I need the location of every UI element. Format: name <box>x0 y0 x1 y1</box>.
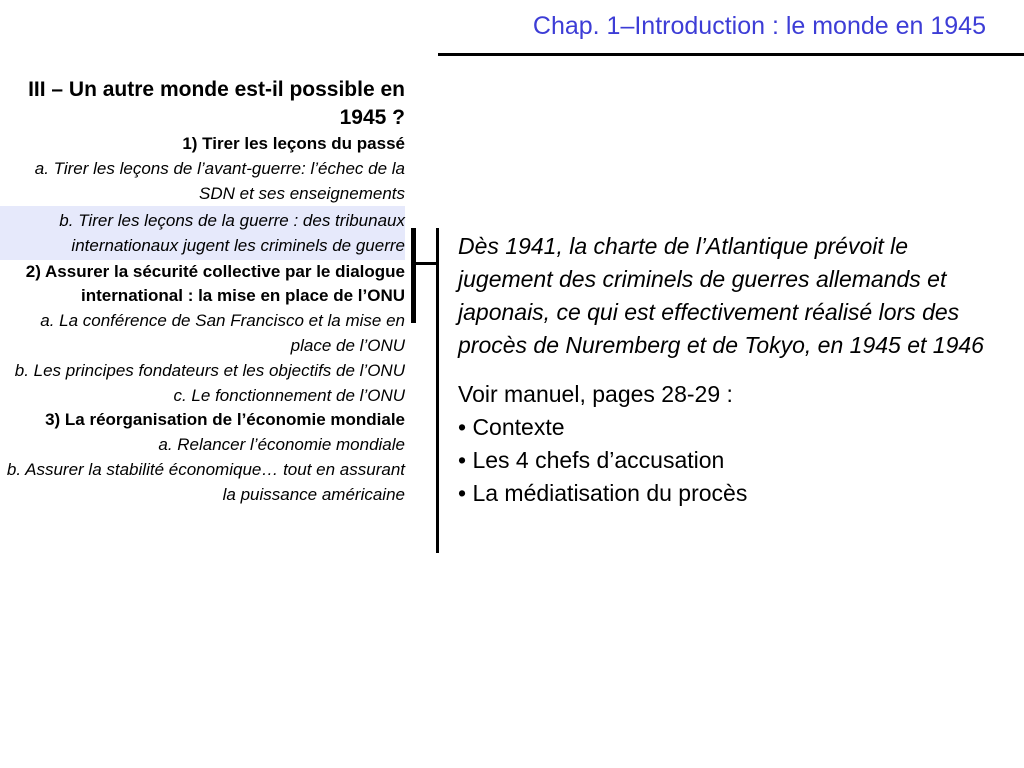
outline-part-3b: b. Assurer la stabilité économique… tout en assurant la puissance américaine <box>6 460 405 504</box>
reference-item: • Contexte <box>458 414 565 440</box>
content-panel <box>458 230 998 510</box>
manual-reference: Voir manuel, pages 28-29 : <box>458 381 733 407</box>
content-paragraph: Dès 1941, la charte de l’Atlantique prévoit le jugement des criminels de guerres allemands et japonais, ce qui est effectivement réalisé lors des procès de Nuremberg et de Tokyo, en 1945 et 1946 <box>458 233 984 358</box>
outline-section-3: III – Un autre monde est-il possible en 1945 ? <box>28 78 405 129</box>
outline-part-1: 1) Tirer les leçons du passé <box>182 134 405 153</box>
content-divider <box>436 228 439 553</box>
reference-list <box>458 411 998 510</box>
outline-part-3: 3) La réorganisation de l’économie mondiale <box>45 410 405 429</box>
outline-part-2a: a. La conférence de San Francisco et la mise en place de l’ONU <box>40 311 405 355</box>
outline-part-2b: b. Les principes fondateurs et les objectifs de l’ONU <box>14 361 405 380</box>
outline-part-1b-current: b. Tirer les leçons de la guerre : des tribunaux internationaux jugent les criminels de guerre <box>0 206 405 260</box>
title-underline <box>438 53 1024 56</box>
reference-item: • La médiatisation du procès <box>458 480 748 506</box>
outline-part-3a: a. Relancer l’économie mondiale <box>158 435 405 454</box>
outline-part-1a: a. Tirer les leçons de l’avant-guerre: l’échec de la SDN et ses enseignements <box>34 159 405 203</box>
slide-title: Chap. 1–Introduction : le monde en 1945 <box>532 12 986 40</box>
bracket-connector <box>416 262 437 265</box>
chapter-outline <box>0 76 405 507</box>
outline-part-2c: c. Le fonctionnement de l’ONU <box>173 386 405 405</box>
bracket-marker <box>411 228 416 323</box>
reference-item: • Les 4 chefs d’accusation <box>458 447 725 473</box>
outline-part-2: 2) Assurer la sécurité collective par le dialogue international : la mise en place de l’ONU <box>25 262 405 305</box>
